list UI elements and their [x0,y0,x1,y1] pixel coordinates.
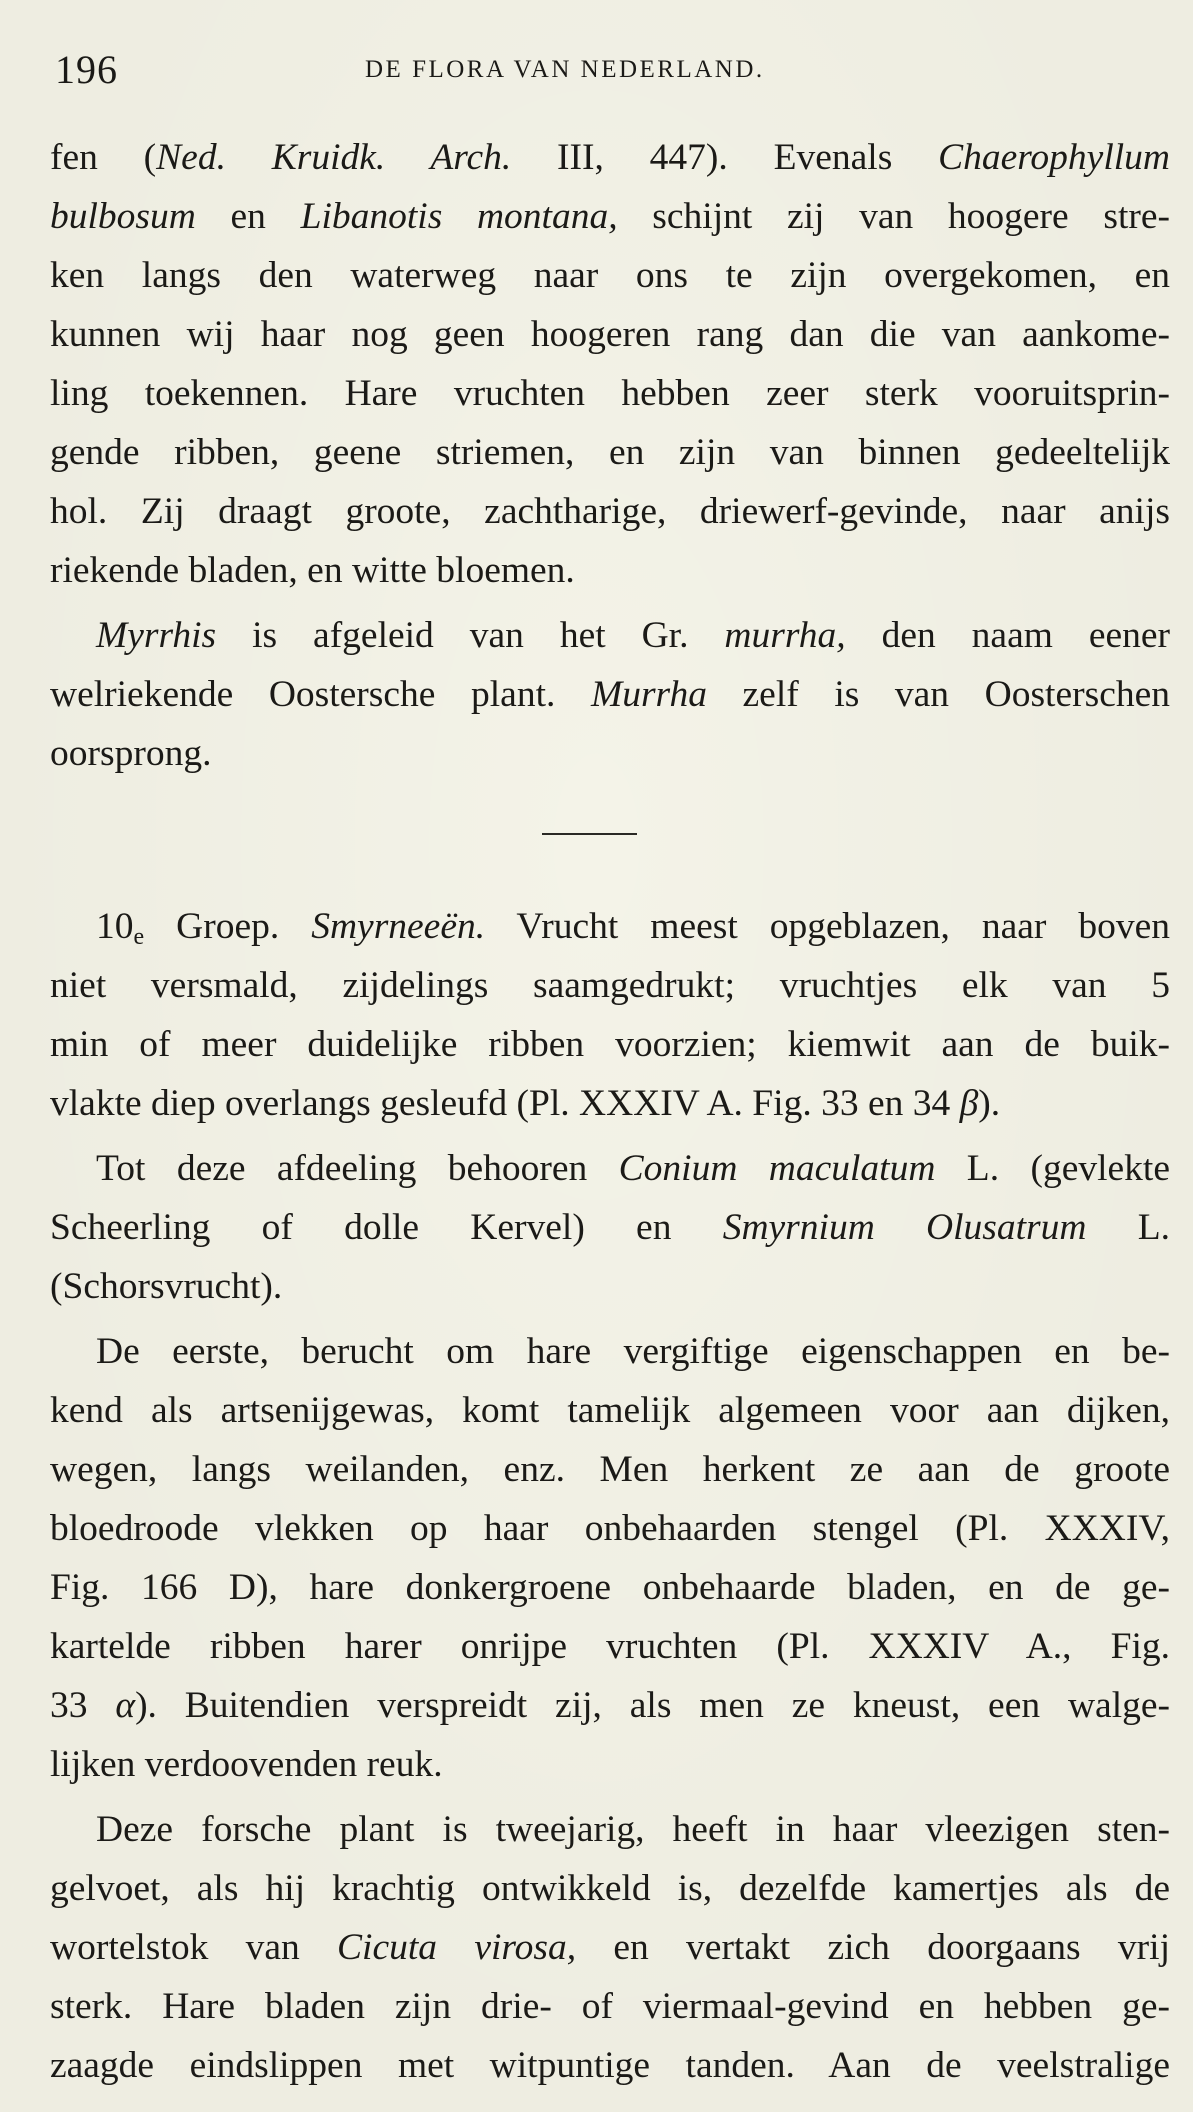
section-divider [542,833,637,835]
text-line: ken langs den waterweg naar ons te zijn overgekomen, en [50,255,1170,296]
paragraph-continuation [50,128,1170,600]
text-line: sterk. Hare bladen zijn drie- of viermaal-gevind en hebben ge- [50,1986,1170,2027]
text-line: gende ribben, geene striemen, en zijn van binnen gedeeltelijk [50,432,1170,473]
text-line: Fig. 166 D), hare donkergroene onbehaarde bladen, en de ge- [50,1567,1170,1608]
text-line: 33 α). Buitendien verspreidt zij, als men ze kneust, een walge- [50,1685,1170,1726]
running-title: DE FLORA VAN NEDERLAND. [365,56,765,83]
text-line: riekende bladen, en witte bloemen. [50,550,575,591]
text-line: oorsprong. [50,733,212,774]
text-line: niet versmald, zijdelings saamgedrukt; vruchtjes elk van 5 [50,965,1170,1006]
text-line: kunnen wij haar nog geen hoogeren rang dan die van aankome- [50,314,1170,355]
text-line: wortelstok van Cicuta virosa, en vertakt zich doorgaans vrij [50,1927,1171,1968]
body-text [50,128,1170,2095]
text-line: De eerste, berucht om hare vergiftige eigenschappen en be- [96,1331,1170,1372]
text-line: hol. Zij draagt groote, zachtharige, driewerf-gevinde, naar anijs [50,491,1170,532]
text-line: Myrrhis is afgeleid van het Gr. murrha, den naam eener [96,615,1170,656]
text-line: zaagde eindslippen met witpuntige tanden. Aan de veelstralige [50,2045,1170,2086]
text-line: wegen, langs weilanden, enz. Men herkent ze aan de groote [50,1449,1170,1490]
paragraph-species-list [50,1139,1170,1316]
text-line: lijken verdoovenden reuk. [50,1744,443,1785]
text-line: bloedroode vlekken op haar onbehaarden stengel (Pl. XXXIV, [50,1508,1170,1549]
text-line: (Schorsvrucht). [50,1266,283,1307]
text-line: kartelde ribben harer onrijpe vruchten (Pl. XXXIV A., Fig. [50,1626,1170,1667]
text-line: kend als artsenijgewas, komt tamelijk algemeen voor aan dijken, [50,1390,1170,1431]
paragraph-etymology [50,606,1170,783]
text-line: Tot deze afdeeling behooren Conium maculatum L. (gevlekte [96,1148,1170,1189]
paragraph-group-heading [50,897,1170,1133]
text-line: min of meer duidelijke ribben voorzien; kiemwit aan de buik- [50,1024,1170,1065]
text-line: ling toekennen. Hare vruchten hebben zeer sterk vooruitsprin- [50,373,1170,414]
text-line: $10_e$ Groep. Smyrneeën. Vrucht meest opgeblazen, naar boven [96,906,1170,950]
paragraph-description [50,1800,1170,2095]
text-line: welriekende Oostersche plant. Murrha zelf is van Oosterschen [50,674,1170,715]
text-line: Scheerling of dolle Kervel) en Smyrnium Olusatrum L. [50,1207,1170,1248]
text-line: bulbosum en Libanotis montana, schijnt zij van hoogere stre- [50,196,1170,237]
text-line: fen (Ned. Kruidk. Arch. III, 447). Evenals Chaerophyllum [50,137,1170,178]
page-number: 196 [55,47,118,92]
page-header [55,40,1170,100]
paragraph-conium [50,1322,1170,1794]
text-line: vlakte diep overlangs gesleufd (Pl. XXXIV A. Fig. 33 en 34 β). [50,1083,1001,1124]
text-line: gelvoet, als hij krachtig ontwikkeld is, dezelfde kamertjes als de [50,1868,1170,1909]
text-line: Deze forsche plant is tweejarig, heeft in haar vleezigen sten- [96,1809,1170,1850]
